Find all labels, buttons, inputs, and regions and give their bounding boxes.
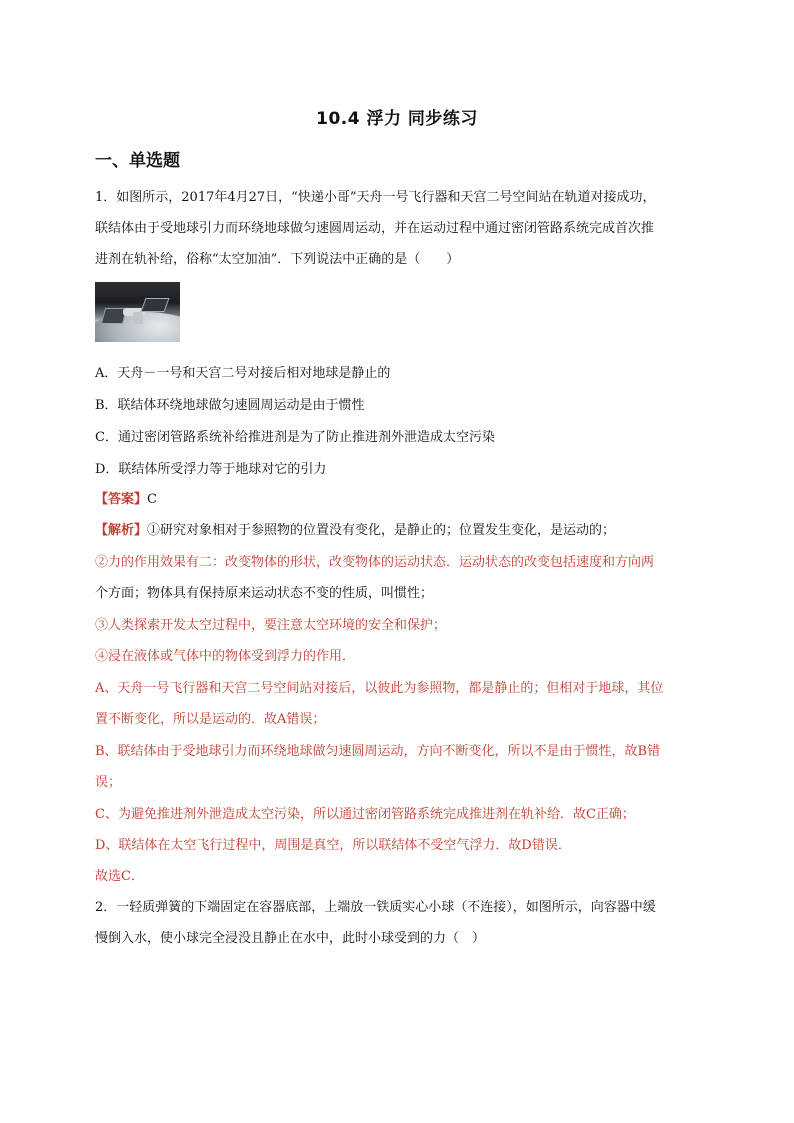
section-heading: 一、单选题 <box>95 151 180 171</box>
analysis-line-11: D、联结体在太空飞行过程中，周围是真空，所以联结体不受空气浮力．故D错误． <box>95 838 571 853</box>
analysis-line-3: 个方面；物体具有保持原来运动状态不变的性质，叫惯性； <box>95 586 434 601</box>
answer-tag: 【答案】 <box>95 492 148 507</box>
analysis-line-9: 误； <box>95 775 122 790</box>
option-c: C．通过密闭管路系统补给推进剂是为了防止推进剂外泄造成太空污染 <box>95 430 495 445</box>
option-b: B．联结体环绕地球做匀速圆周运动是由于惯性 <box>95 398 365 413</box>
analysis-tag: 【解析】 <box>95 523 148 538</box>
answer-line <box>95 488 707 507</box>
space-station-docking-image <box>95 282 180 342</box>
analysis-line-6: A、天舟一号飞行器和天宫二号空间站对接后，以彼此为参照物，都是静止的；但相对于地球，其位 <box>95 681 664 696</box>
analysis-line-2: ②力的作用效果有二：改变物体的形状，改变物体的运动状态．运动状态的改变包括速度和方向两 <box>95 555 655 570</box>
option-a: A．天舟－一号和天宫二号对接后相对地球是静止的 <box>95 366 391 381</box>
option-d: D．联结体所受浮力等于地球对它的引力 <box>95 462 327 477</box>
analysis-line-8: B、联结体由于受地球引力而环绕地球做匀速圆周运动，方向不断变化，所以不是由于惯性，故B错 <box>95 744 661 759</box>
analysis-line-7: 置不断变化，所以是运动的．故A错误； <box>95 712 326 727</box>
question-2-line-1: 2．一轻质弹簧的下端固定在容器底部，上端放一铁质实心小球（不连接），如图所示，向容器中缓 <box>95 900 656 915</box>
question-1-line-2: 联结体由于受地球引力而环绕地球做匀速圆周运动，并在运动过程中通过密闭管路系统完成首次推 <box>95 221 655 236</box>
analysis-line-5: ④浸在液体或气体中的物体受到浮力的作用． <box>95 649 356 664</box>
question-1-line-3: 进剂在轨补给，俗称“太空加油”．下列说法中正确的是（ ） <box>95 252 460 267</box>
page-title: 10.4 浮力 同步练习 <box>316 109 478 129</box>
analysis-first-text: ①研究对象相对于参照物的位置没有变化，是静止的；位置发生变化，是运动的； <box>147 523 616 538</box>
question-1-line-1: 1．如图所示，2017年4月27日，“快递小哥”天舟一号飞行器和天宫二号空间站在轨道对接成功， <box>95 190 656 205</box>
analysis-line-4: ③人类探索开发太空过程中，要注意太空环境的安全和保护； <box>95 618 447 633</box>
question-2-line-2: 慢倒入水，使小球完全浸没且静止在水中，此时小球受到的力（ ） <box>95 931 486 946</box>
analysis-line-10: C、为避免推进剂外泄造成太空污染，所以通过密闭管路系统完成推进剂在轨补给．故C正确； <box>95 807 635 822</box>
answer-value: C <box>147 492 157 507</box>
conclusion-line: 故选C． <box>95 869 144 884</box>
analysis-line-1 <box>95 519 707 538</box>
